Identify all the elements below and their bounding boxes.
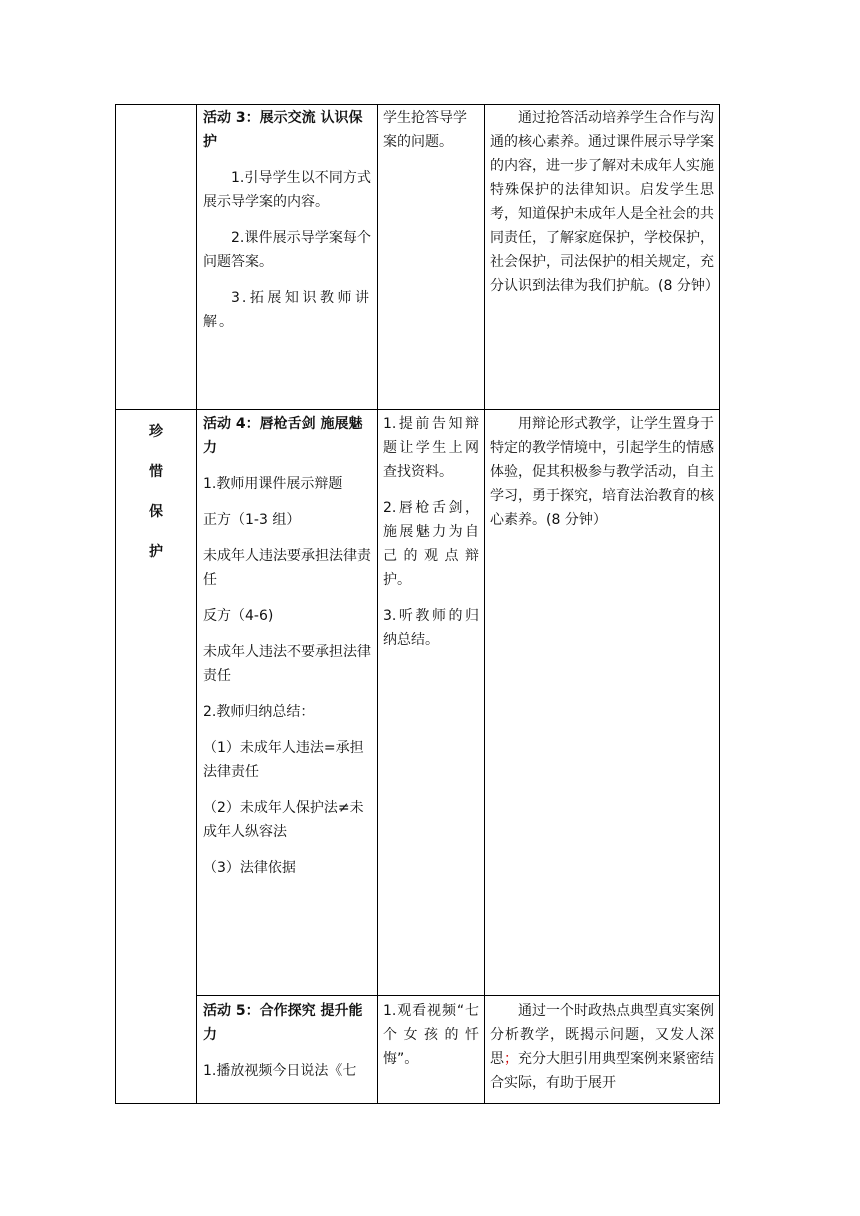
teacher-item: （1）未成年人违法=承担法律责任 <box>203 740 364 780</box>
section-label-char: 保 <box>149 504 163 520</box>
activity-title: 活动 5：合作探究 提升能力 <box>203 1003 363 1043</box>
student-item: 1.提前告知辩题让学生上网查找资料。 <box>383 416 479 480</box>
red-semicolon: ； <box>504 1051 518 1067</box>
teacher-item: 3.拓展知识教师讲解。 <box>203 290 371 330</box>
teacher-item: 1.引导学生以不同方式展示导学案的内容。 <box>203 170 371 210</box>
design-intent <box>490 999 714 1095</box>
section-label-char: 珍 <box>149 424 163 440</box>
student-item: 3.听教师的归纳总结。 <box>383 608 479 648</box>
teacher-item: 1.教师用课件展示辩题 <box>203 476 343 492</box>
teacher-item: 正方（1-3 组） <box>203 512 301 528</box>
student-item: 1.观看视频“七个女孩的忏悔”。 <box>383 1003 479 1067</box>
student-item: 学生抢答导学案的问题。 <box>383 110 467 150</box>
row3-teacher-cell <box>203 999 371 1095</box>
row2-teacher-cell <box>203 412 371 892</box>
row1-intent-cell <box>490 106 719 310</box>
teacher-item: 2.课件展示导学案每个问题答案。 <box>203 230 371 270</box>
table-border-right <box>719 104 720 1104</box>
table-border-top <box>115 104 720 105</box>
student-item: 2.唇枪舌剑，施展魅力为自己的观点辩护。 <box>383 500 479 588</box>
column-divider-1 <box>196 104 197 1104</box>
row2-intent-cell <box>490 412 714 544</box>
row-divider-2 <box>196 995 720 996</box>
activity-title: 活动 4：唇枪舌剑 施展魅力 <box>203 416 363 456</box>
teacher-item: 1.播放视频今日说法《七 <box>203 1063 357 1079</box>
design-intent: 通过抢答活动培养学生合作与沟通的核心素养。通过课件展示导学案的内容，进一步了解对未成年人实施特殊保护的法律知识。启发学生思考，知道保护未成年人是全社会的共同责任，了解家庭保护，学校保护，社会保护，司法保护的相关规定，充分认识到法律为我们护航。(8 分钟） <box>490 110 719 294</box>
teacher-item: （2）未成年人保护法≠未成年人纵容法 <box>203 800 364 840</box>
teacher-item: （3）法律依据 <box>203 860 296 876</box>
section-label-char: 惜 <box>149 464 163 480</box>
activity-title: 活动 3：展示交流 认识保护 <box>203 110 363 150</box>
teacher-item: 未成年人违法要承担法律责任 <box>203 548 371 588</box>
teacher-item: 未成年人违法不要承担法律责任 <box>203 644 371 684</box>
table-border-left <box>115 104 116 1104</box>
row-divider-1 <box>115 409 720 410</box>
design-intent: 用辩论形式教学，让学生置身于特定的教学情境中，引起学生的情感体验，促其积极参与教学活动，自主学习，勇于探究，培育法治教育的核心素养。(8 分钟） <box>490 416 714 528</box>
section-label <box>116 412 196 572</box>
row1-teacher-cell <box>203 106 371 346</box>
teacher-item: 反方（4-6) <box>203 608 274 624</box>
row1-student-cell <box>383 106 479 166</box>
column-divider-3 <box>484 104 485 1104</box>
row3-student-cell <box>383 999 479 1083</box>
column-divider-2 <box>377 104 378 1104</box>
teacher-item: 2.教师归纳总结： <box>203 704 315 720</box>
intent-text: 通过一个时政热点典型真实案例分析教学，既揭示问题，又发人深思 <box>490 1003 714 1067</box>
section-label-char: 护 <box>149 544 163 560</box>
row3-intent-cell <box>490 999 714 1107</box>
intent-text: 充分大胆引用典型案例来紧密结合实际，有助于展开 <box>490 1051 714 1091</box>
row2-student-cell <box>383 412 479 664</box>
